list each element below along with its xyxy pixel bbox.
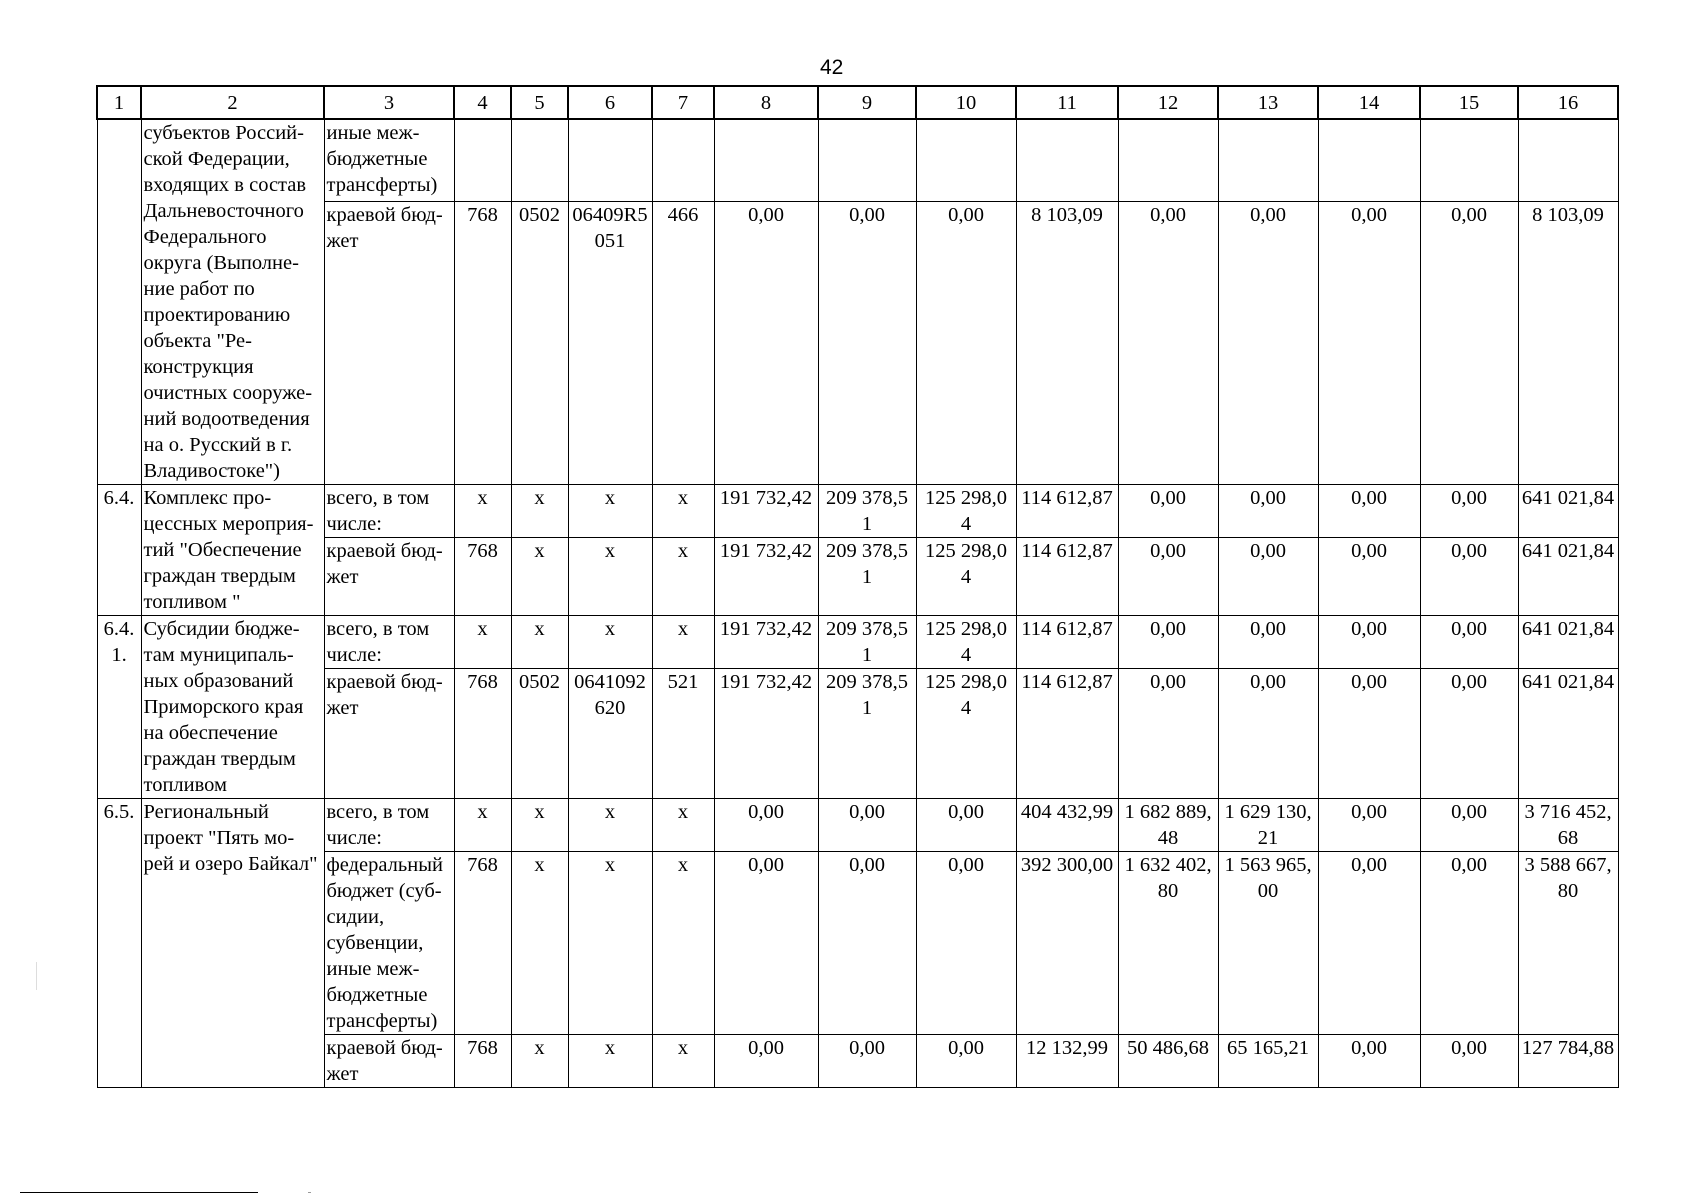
cell-vr: 521 — [652, 669, 714, 799]
table-row — [97, 202, 1618, 485]
cell-amount: 0,00 — [818, 852, 916, 1035]
cell-total: 127 784,88 — [1518, 1035, 1618, 1088]
cell-amount — [818, 119, 916, 202]
scan-mark — [36, 962, 37, 990]
cell-grbs: 768 — [454, 669, 511, 799]
funding-source: иные меж-бюджетные трансферты) — [324, 119, 454, 202]
funding-source: федеральный бюджет (суб-сидии, субвенции, иные меж-бюджетные трансферты) — [324, 852, 454, 1035]
funding-source: краевой бюд-жет — [324, 202, 454, 485]
cell-amount: 0,00 — [1318, 202, 1420, 485]
cell-amount: 0,00 — [1218, 616, 1318, 669]
cell-amount: 0,00 — [1118, 202, 1218, 485]
cell-rzpr — [511, 119, 568, 202]
cell-grbs: х — [454, 799, 511, 852]
cell-amount: 1 632 402, 80 — [1118, 852, 1218, 1035]
cell-amount: 0,00 — [1218, 669, 1318, 799]
cell-csr: 0641092 620 — [568, 669, 652, 799]
funding-source: всего, в том числе: — [324, 616, 454, 669]
cell-csr: х — [568, 799, 652, 852]
cell-vr: х — [652, 852, 714, 1035]
cell-csr — [568, 119, 652, 202]
cell-amount: 0,00 — [1118, 538, 1218, 616]
cell-amount: 65 165,21 — [1218, 1035, 1318, 1088]
cell-amount: 0,00 — [1420, 669, 1518, 799]
cell-total: 3 716 452, 68 — [1518, 799, 1618, 852]
cell-amount: 209 378,5 1 — [818, 538, 916, 616]
table-row — [97, 485, 1618, 538]
cell-amount: 0,00 — [714, 1035, 818, 1088]
budget-table — [96, 85, 1619, 1088]
cell-amount: 1 682 889, 48 — [1118, 799, 1218, 852]
table-row — [97, 669, 1618, 799]
cell-csr: х — [568, 485, 652, 538]
cell-rzpr: 0502 — [511, 202, 568, 485]
measure-name: Региональный проект "Пять мо-рей и озеро Байкал" — [141, 799, 324, 1088]
cell-total — [1518, 119, 1618, 202]
cell-amount: 12 132,99 — [1016, 1035, 1118, 1088]
funding-source: всего, в том числе: — [324, 799, 454, 852]
table-row — [97, 538, 1618, 616]
cell-amount — [1318, 119, 1420, 202]
cell-csr: х — [568, 852, 652, 1035]
cell-amount: 0,00 — [1420, 799, 1518, 852]
cell-vr: х — [652, 799, 714, 852]
cell-csr: х — [568, 538, 652, 616]
funding-source: краевой бюд-жет — [324, 669, 454, 799]
cell-rzpr: х — [511, 799, 568, 852]
cell-amount: 0,00 — [1420, 852, 1518, 1035]
cell-rzpr: х — [511, 616, 568, 669]
cell-csr: х — [568, 616, 652, 669]
cell-amount: 404 432,99 — [1016, 799, 1118, 852]
row-number: 6.5. — [97, 799, 141, 1088]
cell-amount: 0,00 — [1318, 616, 1420, 669]
funding-source: краевой бюд-жет — [324, 538, 454, 616]
cell-vr: х — [652, 485, 714, 538]
column-header: 5 — [511, 86, 568, 119]
cell-vr: 466 — [652, 202, 714, 485]
cell-amount: 0,00 — [714, 852, 818, 1035]
cell-amount — [916, 119, 1016, 202]
cell-amount: 114 612,87 — [1016, 616, 1118, 669]
cell-amount: 0,00 — [1420, 538, 1518, 616]
cell-amount: 0,00 — [818, 799, 916, 852]
cell-grbs: 768 — [454, 202, 511, 485]
table-row — [97, 1035, 1618, 1088]
cell-total: 641 021,84 — [1518, 538, 1618, 616]
cell-grbs: 768 — [454, 1035, 511, 1088]
cell-amount: 0,00 — [714, 799, 818, 852]
column-header: 1 — [97, 86, 141, 119]
cell-amount: 0,00 — [818, 202, 916, 485]
cell-amount: 0,00 — [1420, 616, 1518, 669]
measure-name: субъектов Россий-ской Федерации, входящих в состав Дальневосточного Федерального округа (Выполне-ние работ по проектированию объекта "Ре-конструкция очистных сооруже-ний водоотведения на о. Русский в г. Владивостоке") — [141, 119, 324, 485]
cell-grbs: 768 — [454, 852, 511, 1035]
cell-amount: 125 298,0 4 — [916, 485, 1016, 538]
column-header: 4 — [454, 86, 511, 119]
table-row — [97, 799, 1618, 852]
column-header: 2 — [141, 86, 324, 119]
cell-amount: 0,00 — [1118, 485, 1218, 538]
cell-amount: 392 300,00 — [1016, 852, 1118, 1035]
cell-amount: 1 563 965, 00 — [1218, 852, 1318, 1035]
cell-amount: 50 486,68 — [1118, 1035, 1218, 1088]
cell-grbs: х — [454, 616, 511, 669]
cell-amount — [1016, 119, 1118, 202]
cell-amount: 0,00 — [714, 202, 818, 485]
cell-amount — [1420, 119, 1518, 202]
cell-amount: 0,00 — [1420, 202, 1518, 485]
cell-amount: 0,00 — [1318, 799, 1420, 852]
cell-amount: 125 298,0 4 — [916, 669, 1016, 799]
cell-rzpr: х — [511, 485, 568, 538]
row-number: 6.4. — [97, 485, 141, 616]
cell-amount: 0,00 — [916, 1035, 1016, 1088]
cell-vr: х — [652, 538, 714, 616]
cell-amount: 0,00 — [1318, 669, 1420, 799]
column-header: 10 — [916, 86, 1016, 119]
cell-amount: 191 732,42 — [714, 485, 818, 538]
column-header: 11 — [1016, 86, 1118, 119]
cell-amount: 125 298,0 4 — [916, 538, 1016, 616]
column-header: 8 — [714, 86, 818, 119]
column-header: 7 — [652, 86, 714, 119]
cell-amount: 0,00 — [1118, 669, 1218, 799]
cell-amount — [714, 119, 818, 202]
cell-amount: 1 629 130, 21 — [1218, 799, 1318, 852]
cell-grbs — [454, 119, 511, 202]
column-number-row — [97, 86, 1618, 119]
cell-vr: х — [652, 616, 714, 669]
cell-amount: 0,00 — [1218, 538, 1318, 616]
cell-amount: 0,00 — [1318, 485, 1420, 538]
cell-total: 641 021,84 — [1518, 485, 1618, 538]
cell-total: 641 021,84 — [1518, 669, 1618, 799]
cell-amount — [1218, 119, 1318, 202]
cell-amount: 0,00 — [1118, 616, 1218, 669]
cell-total: 3 588 667, 80 — [1518, 852, 1618, 1035]
cell-csr: 06409R5 051 — [568, 202, 652, 485]
cell-total: 8 103,09 — [1518, 202, 1618, 485]
column-header: 16 — [1518, 86, 1618, 119]
cell-amount: 0,00 — [1318, 852, 1420, 1035]
cell-amount: 0,00 — [1420, 485, 1518, 538]
cell-amount: 209 378,5 1 — [818, 669, 916, 799]
column-header: 14 — [1318, 86, 1420, 119]
cell-amount: 0,00 — [916, 799, 1016, 852]
table-row — [97, 119, 1618, 202]
cell-rzpr: х — [511, 1035, 568, 1088]
row-number — [97, 119, 141, 485]
funding-source: краевой бюд-жет — [324, 1035, 454, 1088]
column-header: 15 — [1420, 86, 1518, 119]
cell-vr — [652, 119, 714, 202]
cell-amount: 114 612,87 — [1016, 669, 1118, 799]
column-header: 13 — [1218, 86, 1318, 119]
cell-amount: 0,00 — [1420, 1035, 1518, 1088]
cell-amount: 0,00 — [916, 202, 1016, 485]
column-header: 3 — [324, 86, 454, 119]
measure-name: Субсидии бюдже-там муниципаль-ных образований Приморского края на обеспечение граждан твердым топливом — [141, 616, 324, 799]
column-header: 6 — [568, 86, 652, 119]
cell-amount: 191 732,42 — [714, 669, 818, 799]
cell-rzpr: х — [511, 538, 568, 616]
cell-amount: 0,00 — [1318, 538, 1420, 616]
cell-amount: 0,00 — [1318, 1035, 1420, 1088]
cell-csr: х — [568, 1035, 652, 1088]
cell-amount: 191 732,42 — [714, 616, 818, 669]
cell-amount: 0,00 — [1218, 202, 1318, 485]
footnote-separator — [20, 1192, 258, 1193]
cell-amount: 125 298,0 4 — [916, 616, 1016, 669]
row-number: 6.4. 1. — [97, 616, 141, 799]
cell-amount: 0,00 — [1218, 485, 1318, 538]
cell-amount: 0,00 — [818, 1035, 916, 1088]
cell-grbs: х — [454, 485, 511, 538]
cell-rzpr: х — [511, 852, 568, 1035]
funding-source: всего, в том числе: — [324, 485, 454, 538]
cell-amount: 114 612,87 — [1016, 538, 1118, 616]
cell-amount — [1118, 119, 1218, 202]
cell-amount: 8 103,09 — [1016, 202, 1118, 485]
column-header: 9 — [818, 86, 916, 119]
page-number: 42 — [820, 56, 844, 79]
cell-amount: 209 378,5 1 — [818, 485, 916, 538]
cell-grbs: 768 — [454, 538, 511, 616]
cell-rzpr: 0502 — [511, 669, 568, 799]
cell-amount: 209 378,5 1 — [818, 616, 916, 669]
cell-amount: 191 732,42 — [714, 538, 818, 616]
scan-dot — [308, 1192, 311, 1193]
column-header: 12 — [1118, 86, 1218, 119]
cell-total: 641 021,84 — [1518, 616, 1618, 669]
measure-name: Комплекс про-цессных мероприя-тий "Обеспечение граждан твердым топливом " — [141, 485, 324, 616]
cell-amount: 0,00 — [916, 852, 1016, 1035]
cell-vr: х — [652, 1035, 714, 1088]
table-row — [97, 616, 1618, 669]
cell-amount: 114 612,87 — [1016, 485, 1118, 538]
table-row — [97, 852, 1618, 1035]
